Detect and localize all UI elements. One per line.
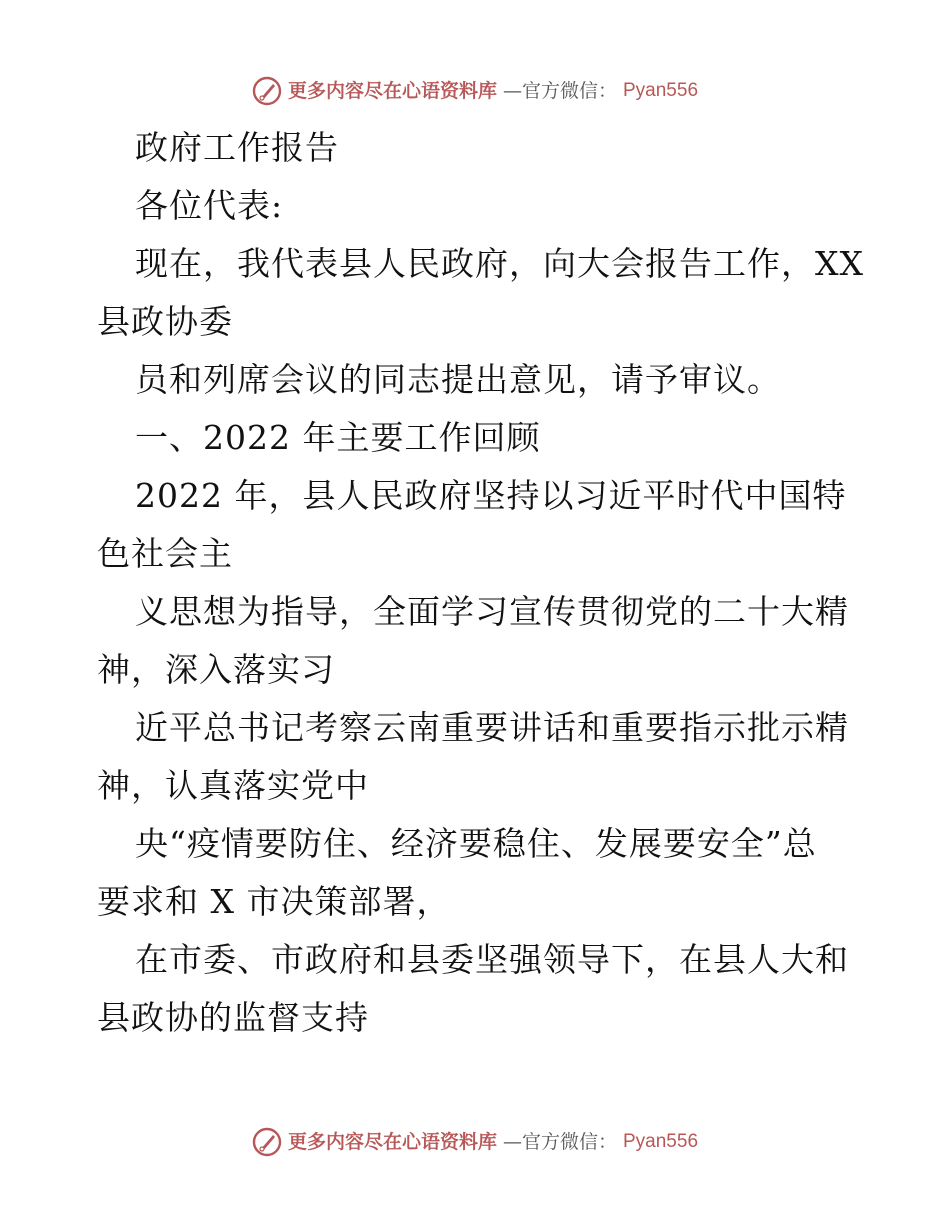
watermark-main-text: 更多内容尽在心语资料库 — [287, 80, 497, 102]
watermark-footer — [0, 1127, 950, 1157]
quill-logo-icon — [252, 1127, 282, 1157]
text-line: 县政协委 — [97, 302, 233, 341]
text-line: 在市委、市政府和县委坚强领导下，在县人大和 — [135, 940, 849, 979]
text-line: 要求和 X 市决策部署， — [97, 882, 451, 921]
watermark-main-text: 更多内容尽在心语资料库 — [287, 1131, 497, 1153]
text-line: 神，认真落实党中 — [97, 766, 369, 805]
text-line: 义思想为指导，全面学习宣传贯彻党的二十大精 — [135, 592, 849, 631]
document-body — [97, 119, 864, 1047]
text-line: 现在，我代表县人民政府，向大会报告工作，XX — [135, 244, 864, 283]
watermark-header — [0, 76, 950, 106]
text-line: 2022 年，县人民政府坚持以习近平时代中国特 — [135, 476, 847, 515]
text-line: 色社会主 — [97, 534, 233, 573]
text-line: 各位代表: — [135, 186, 284, 225]
text-line: 神，深入落实习 — [97, 650, 335, 689]
text-line: 近平总书记考察云南重要讲话和重要指示批示精 — [135, 708, 849, 747]
text-line: 员和列席会议的同志提出意见，请予审议。 — [135, 360, 781, 399]
text-line: 政府工作报告 — [135, 128, 339, 167]
watermark-id: Pyan556 — [623, 1131, 699, 1152]
quill-logo-icon — [252, 76, 282, 106]
watermark-separator: —官方微信： — [502, 80, 617, 102]
text-line: 县政协的监督支持 — [97, 998, 369, 1037]
watermark-id: Pyan556 — [623, 80, 699, 101]
text-line: 一、2022 年主要工作回顾 — [135, 418, 541, 457]
watermark-separator: —官方微信： — [502, 1131, 617, 1153]
text-line: 央“疫情要防住、经济要稳住、发展要安全”总 — [135, 824, 817, 863]
